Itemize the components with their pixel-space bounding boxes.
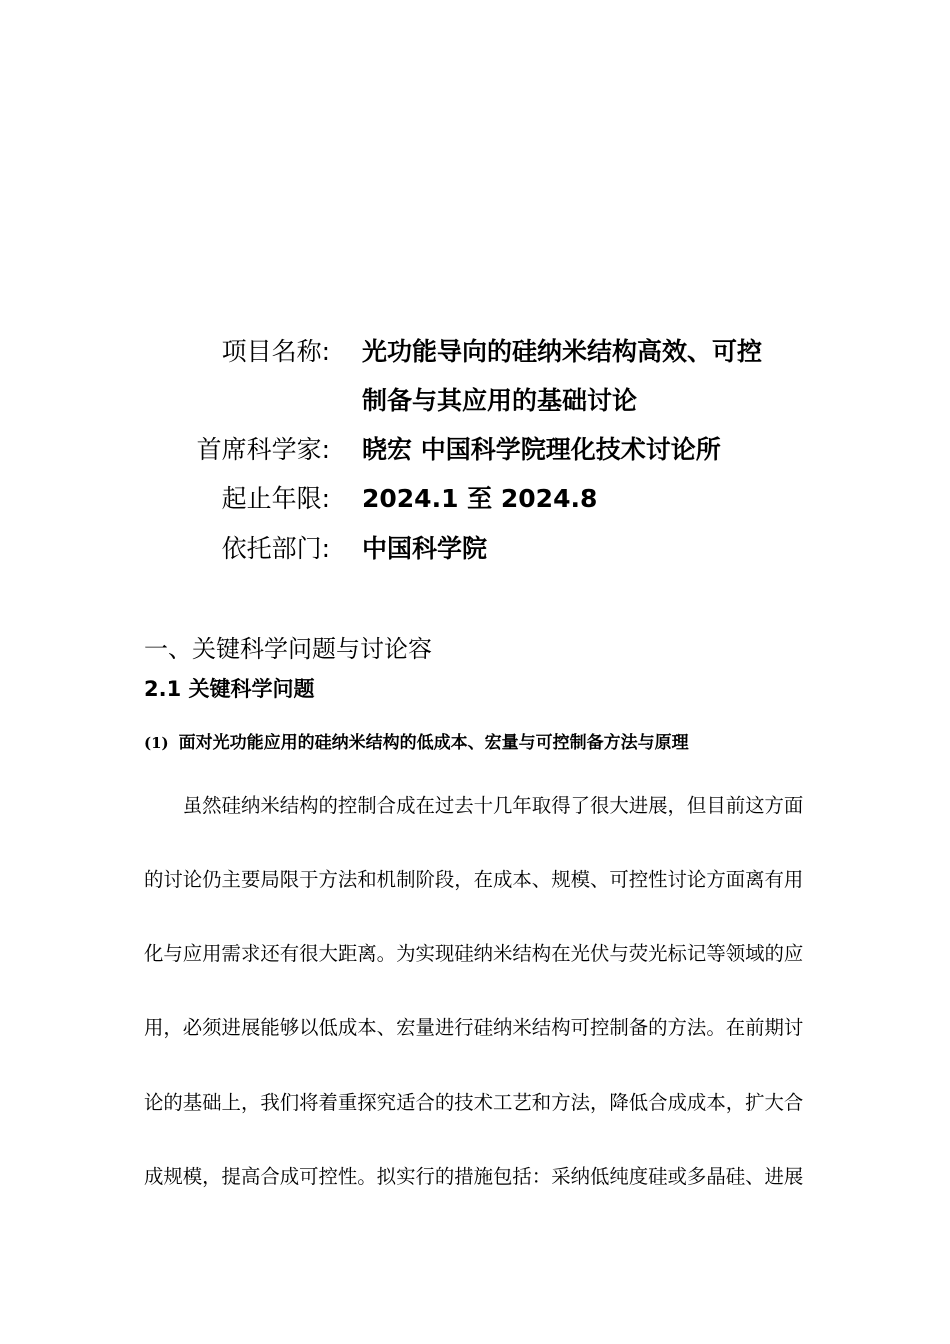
- paragraph-line: 论的基础上，我们将着重探究适合的技术工艺和方法，降低合成成本，扩大合: [144, 1091, 804, 1114]
- subsection-title: 2.1 关键科学问题: [144, 677, 315, 701]
- paragraph-line: 化与应用需求还有很大距离。为实现硅纳米结构在光伏与荧光标记等领域的应: [144, 942, 804, 965]
- chief-scientist-value: 晓宏 中国科学院理化技术讨论所: [362, 435, 721, 464]
- department-label: 依托部门:: [221, 534, 330, 563]
- period-value: 2024.1 至 2024.8: [362, 484, 598, 513]
- paragraph-line: 的讨论仍主要局限于方法和机制阶段，在成本、规模、可控性讨论方面离有用: [144, 868, 804, 891]
- project-name-value-line2: 制备与其应用的基础讨论: [362, 386, 638, 415]
- period-label: 起止年限:: [221, 484, 330, 513]
- paragraph-line: 虽然硅纳米结构的控制合成在过去十几年取得了很大进展，但目前这方面: [144, 794, 804, 817]
- section-title: 一、关键科学问题与讨论容: [144, 635, 432, 663]
- chief-scientist-label: 首席科学家:: [196, 435, 330, 464]
- project-name-label: 项目名称:: [221, 337, 330, 366]
- paragraph-line: 成规模，提高合成可控性。拟实行的措施包括：采纳低纯度硅或多晶硅、进展: [144, 1165, 804, 1188]
- item-number: (1): [144, 734, 169, 752]
- item-heading: [144, 730, 689, 756]
- project-name-value-line1: 光功能导向的硅纳米结构高效、可控: [362, 337, 763, 366]
- paragraph-line: 用，必须进展能够以低成本、宏量进行硅纳米结构可控制备的方法。在前期讨: [144, 1016, 804, 1039]
- department-value: 中国科学院: [362, 534, 488, 563]
- item-title-text: 面对光功能应用的硅纳米结构的低成本、宏量与可控制备方法与原理: [178, 733, 689, 753]
